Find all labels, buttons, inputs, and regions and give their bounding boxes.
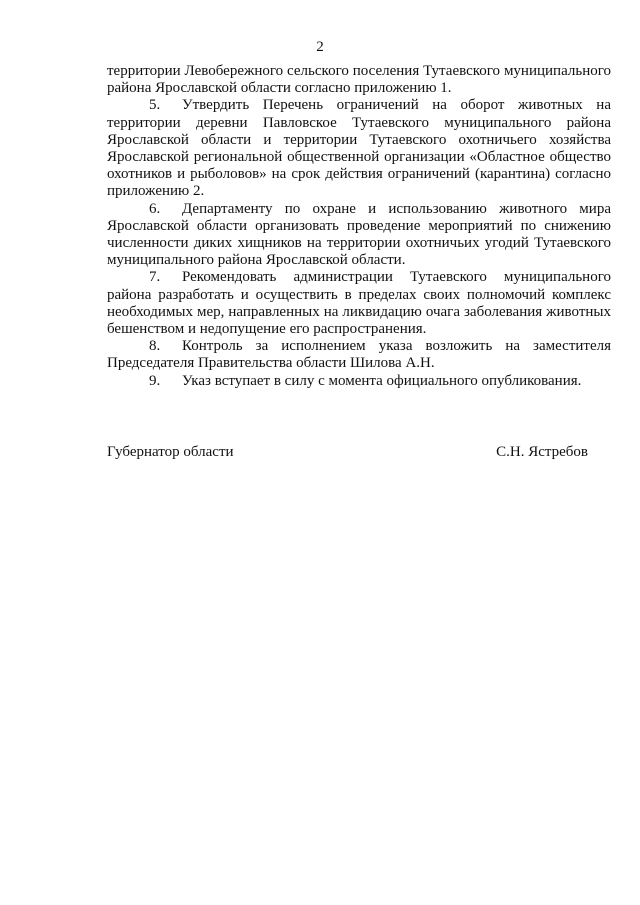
paragraph-item-8 (107, 338, 611, 372)
page-number: 2 (316, 39, 324, 55)
signatory-title: Губернатор области (107, 444, 234, 460)
signatory-name: С.Н. Ястребов (496, 444, 588, 460)
paragraph-text: территории Левобережного сельского поселения Тутаевского муниципального района Ярославской области согласно приложению 1. (107, 63, 611, 97)
paragraph-item-6 (107, 201, 611, 270)
paragraph-continuation (107, 63, 611, 97)
paragraph-number: 9. (149, 372, 161, 389)
paragraph-number: 6. (149, 200, 161, 217)
document-body (107, 63, 611, 390)
paragraph-number: 5. (149, 97, 161, 114)
paragraph-text: Контроль за исполнением указа возложить на заместителя Председателя Правительства области Шилова А.Н. (107, 338, 611, 372)
paragraph-text: Департаменту по охране и использованию животного мира Ярославской области организовать проведение мероприятий по снижению численности диких хищников на территории охотничьих угодий Тутаевского муниципального района Ярославской области. (107, 200, 611, 269)
paragraph-text: Утвердить Перечень ограничений на оборот животных на территории деревни Павловское Тутаевского муниципального района Ярославской области и территории Тутаевского охотничьего хозяйства Ярославской региональной общественной организации «Областное общество охотников и рыболовов» на срок действия ограничений (карантина) согласно приложению 2. (107, 97, 611, 200)
paragraph-item-7 (107, 269, 611, 338)
paragraph-item-5 (107, 97, 611, 200)
paragraph-number: 7. (149, 269, 161, 286)
signature-block (107, 444, 588, 460)
paragraph-item-9 (107, 373, 611, 390)
paragraph-text: Указ вступает в силу с момента официального опубликования. (182, 372, 582, 389)
paragraph-text: Рекомендовать администрации Тутаевского муниципального района разработать и осуществить в пределах своих полномочий комплекс необходимых мер, направленных на ликвидацию очага заболевания животных бешенством и недопущение его распространения. (107, 269, 611, 338)
paragraph-number: 8. (149, 338, 161, 355)
